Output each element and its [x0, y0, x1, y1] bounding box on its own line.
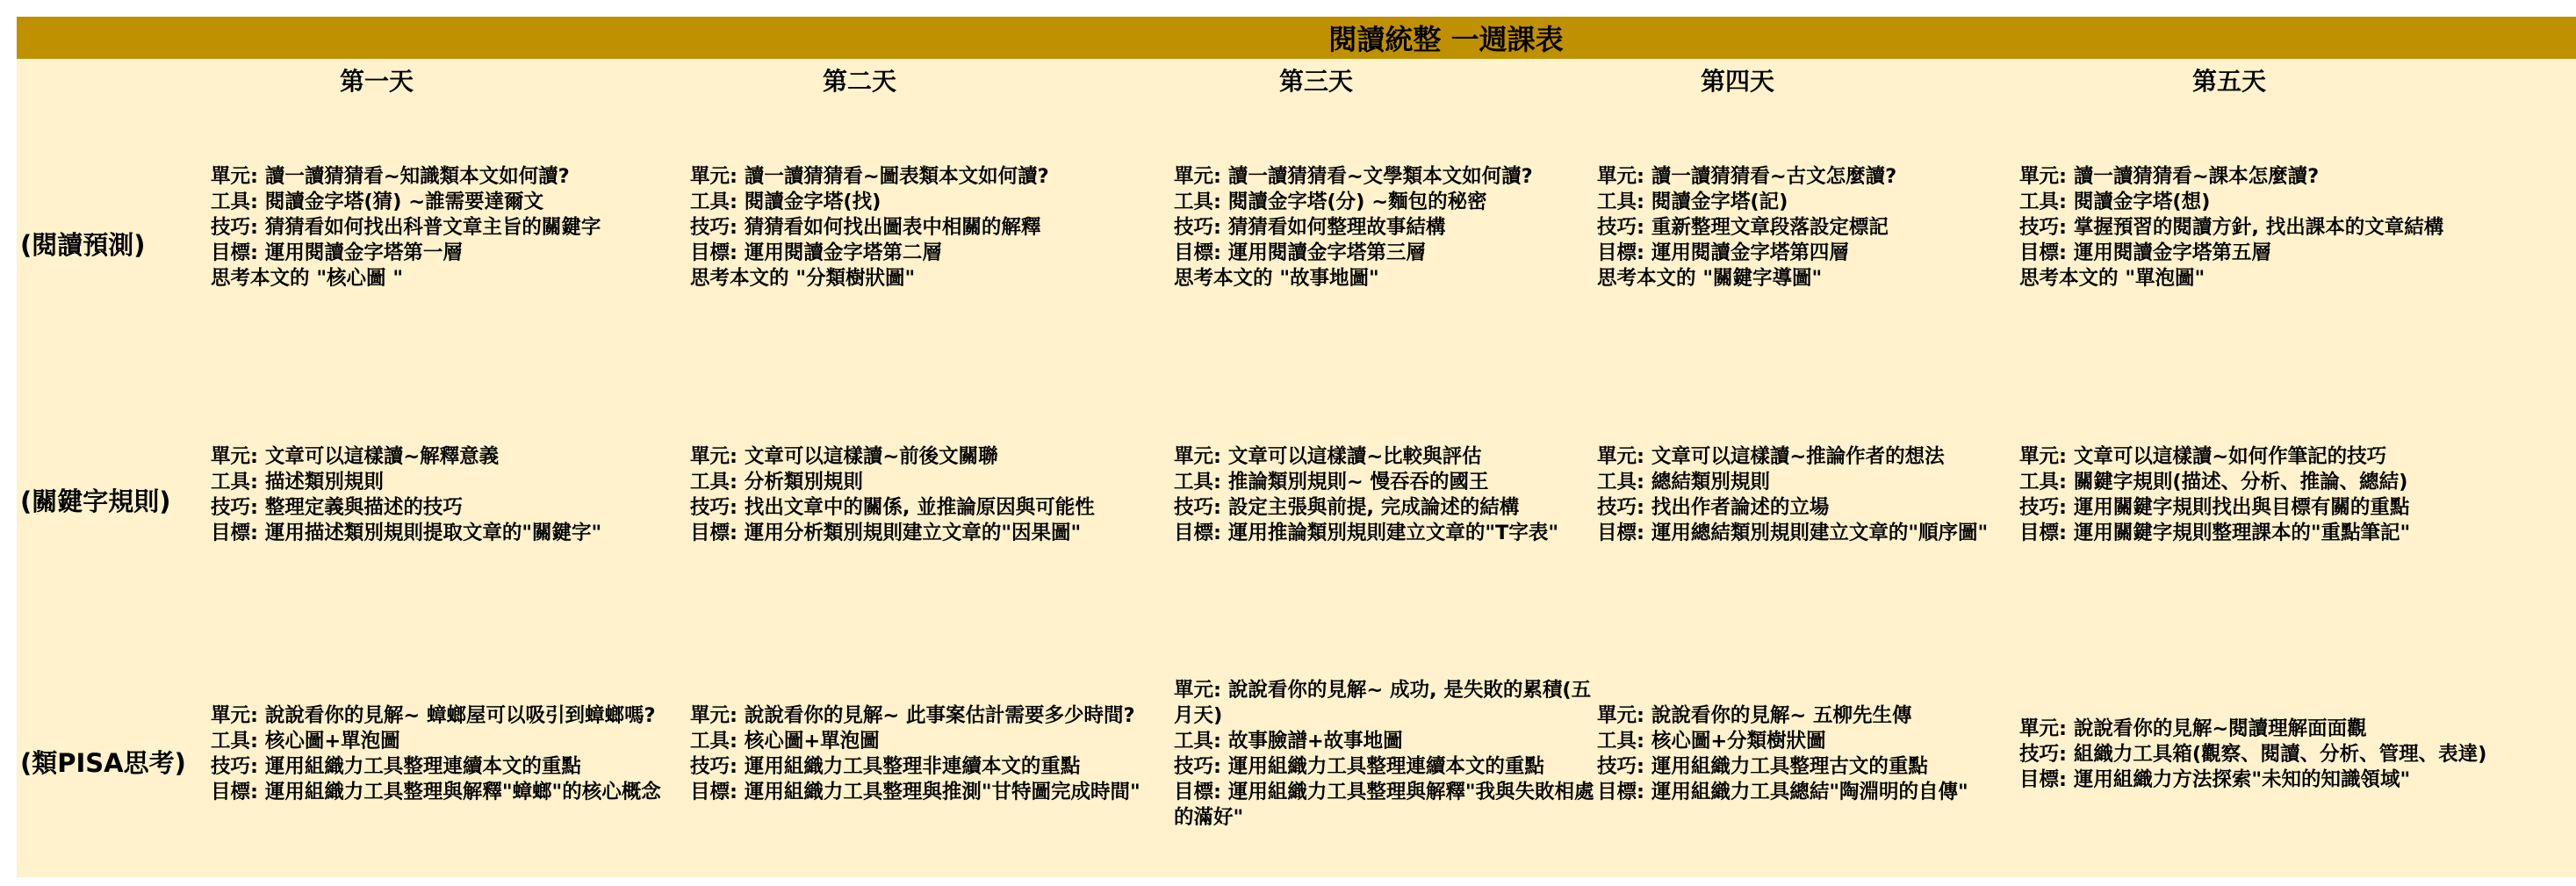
row-label-pisa-thinking: (類PISA思考): [20, 747, 186, 778]
cell-line: 目標: 運用總結類別規則建立文章的"順序圖": [1597, 522, 1989, 544]
row-label-prediction: (閱讀預測): [20, 229, 146, 260]
cell-line: 目標: 運用閱讀金字塔第三層: [1174, 241, 1426, 264]
cell-line: 技巧: 運用組織力工具整理古文的重點: [1597, 755, 1928, 778]
cell-line: 思考本文的 "關鍵字導圖": [1597, 266, 1823, 290]
cell-line: 目標: 運用閱讀金字塔第一層: [211, 241, 463, 264]
cell-line: 技巧: 掌握預習的閱讀方針, 找出課本的文章結構: [2019, 215, 2444, 239]
cell-line: 技巧: 運用組織力工具整理連續本文的重點: [211, 755, 581, 778]
cell-line: 工具: 總結類別規則: [1597, 471, 1770, 493]
cell-line: 目標: 運用分析類別規則建立文章的"因果圖": [690, 522, 1082, 544]
cell-prediction-day3: [1174, 157, 1595, 298]
cell-line: 單元: 說說看你的見解~閱讀理解面面觀: [2019, 717, 2367, 740]
cell-line: 工具: 核心圖+單泡圖: [690, 730, 880, 753]
cell-keyword-day1: [211, 429, 676, 561]
cell-line: 目標: 運用閱讀金字塔第四層: [1597, 241, 1849, 264]
cell-line: 目標: 運用組織力工具整理與解釋"蟑螂"的核心概念: [211, 781, 661, 803]
cell-line: 技巧: 猜猜看如何找出圖表中相關的解釋: [690, 215, 1041, 239]
day-header-5: 第五天: [2191, 67, 2266, 96]
cell-line: 單元: 文章可以這樣讀~解釋意義: [211, 445, 500, 468]
cell-line: 技巧: 找出文章中的關係, 並推論原因與可能性: [690, 496, 1095, 519]
cell-line: 目標: 運用閱讀金字塔第二層: [690, 241, 942, 264]
cell-line: 單元: 說說看你的見解~ 成功, 是失敗的累積(五月天): [1174, 679, 1592, 727]
cell-line: 思考本文的 "分類樹狀圖": [690, 266, 916, 290]
cell-line: 技巧: 猜猜看如何整理故事結構: [1174, 215, 1446, 239]
cell-line: 思考本文的 "單泡圖": [2019, 266, 2205, 290]
cell-line: 思考本文的 "故事地圖": [1174, 266, 1379, 290]
cell-line: 工具: 關鍵字規則(描述、分析、推論、總結): [2019, 471, 2408, 493]
cell-keyword-day4: [1597, 429, 2018, 561]
cell-pisa-day4: [1597, 666, 2018, 842]
cell-line: 技巧: 找出作者論述的立場: [1597, 496, 1830, 519]
cell-line: 工具: 閱讀金字塔(記): [1597, 190, 1788, 213]
cell-keyword-day3: [1174, 429, 1595, 561]
cell-line: 單元: 說說看你的見解~ 蟑螂屋可以吸引到蟑螂嗎?: [211, 704, 656, 727]
cell-line: 工具: 核心圖+單泡圖: [211, 730, 400, 753]
cell-prediction-day1: [211, 157, 676, 298]
title-bar: [17, 17, 2576, 59]
cell-line: 目標: 運用組織力方法探索"未知的知識領域": [2019, 767, 2411, 791]
cell-pisa-day1: [211, 666, 676, 842]
cell-line: 思考本文的 "核心圖 ": [211, 266, 404, 290]
day-header-2: 第二天: [822, 67, 896, 96]
cell-line: 工具: 閱讀金字塔(想): [2019, 190, 2211, 213]
cell-line: 工具: 分析類別規則: [690, 471, 863, 493]
cell-line: 技巧: 重新整理文章段落設定標記: [1597, 215, 1889, 239]
cell-line: 工具: 故事臉譜+故事地圖: [1174, 730, 1403, 753]
cell-line: 技巧: 猜猜看如何找出科普文章主旨的關鍵字: [211, 215, 601, 239]
cell-line: 目標: 運用關鍵字規則整理課本的"重點筆記": [2019, 522, 2411, 544]
cell-line: 單元: 說說看你的見解~ 五柳先生傳: [1597, 704, 1912, 727]
cell-line: 目標: 運用描述類別規則提取文章的"關鍵字": [211, 522, 602, 544]
cell-line: 技巧: 運用組織力工具整理連續本文的重點: [1174, 755, 1544, 778]
cell-keyword-day2: [690, 429, 1155, 561]
cell-line: 單元: 讀一讀猜猜看~古文怎麼讀?: [1597, 164, 1897, 188]
cell-line: 目標: 運用閱讀金字塔第五層: [2019, 241, 2271, 264]
schedule-sheet: [17, 17, 2576, 877]
cell-line: 技巧: 設定主張與前提, 完成論述的結構: [1174, 496, 1520, 519]
cell-keyword-day5: [2019, 429, 2572, 561]
cell-line: 工具: 閱讀金字塔(猜) ~誰需要達爾文: [211, 190, 544, 213]
day-header-4: 第四天: [1700, 67, 1774, 96]
cell-line: 單元: 讀一讀猜猜看~文學類本文如何讀?: [1174, 164, 1533, 188]
cell-pisa-day3: [1174, 666, 1595, 842]
cell-line: 單元: 文章可以這樣讀~如何作筆記的技巧: [2019, 445, 2387, 468]
cell-line: 技巧: 運用組織力工具整理非連續本文的重點: [690, 755, 1081, 778]
cell-line: 目標: 運用組織力工具整理與解釋"我與失敗相處的滿好": [1174, 781, 1594, 829]
cell-line: 工具: 核心圖+分類樹狀圖: [1597, 730, 1826, 753]
cell-line: 工具: 推論類別規則~ 慢吞吞的國王: [1174, 471, 1489, 493]
cell-line: 單元: 讀一讀猜猜看~圖表類本文如何讀?: [690, 164, 1049, 188]
cell-line: 單元: 文章可以這樣讀~推論作者的想法: [1597, 445, 1945, 468]
row-label-keyword-rules: (關鍵字規則): [20, 486, 171, 516]
cell-line: 單元: 說說看你的見解~ 此事案估計需要多少時間?: [690, 704, 1135, 727]
cell-line: 單元: 讀一讀猜猜看~課本怎麼讀?: [2019, 164, 2320, 188]
cell-prediction-day5: [2019, 157, 2572, 298]
cell-line: 目標: 運用組織力工具總結"陶淵明的自傳": [1597, 781, 1968, 803]
cell-line: 單元: 文章可以這樣讀~前後文關聯: [690, 445, 998, 468]
cell-line: 技巧: 組織力工具箱(觀察、閱讀、分析、管理、表達): [2019, 742, 2487, 766]
cell-line: 工具: 閱讀金字塔(找): [690, 190, 881, 213]
cell-prediction-day4: [1597, 157, 2018, 298]
cell-line: 單元: 文章可以這樣讀~比較與評估: [1174, 445, 1482, 468]
cell-line: 目標: 運用推論類別規則建立文章的"T字表": [1174, 522, 1559, 544]
cell-line: 目標: 運用組織力工具整理與推測"甘特圖完成時間": [690, 781, 1140, 803]
page-title: 閱讀統整 一週課表: [1328, 23, 1564, 56]
cell-line: 工具: 描述類別規則: [211, 471, 384, 493]
cell-line: 工具: 閱讀金字塔(分) ~麵包的秘密: [1174, 190, 1487, 213]
cell-pisa-day5: [2019, 666, 2572, 842]
cell-pisa-day2: [690, 666, 1155, 842]
cell-line: 單元: 讀一讀猜猜看~知識類本文如何讀?: [211, 164, 570, 188]
cell-line: 技巧: 整理定義與描述的技巧: [211, 496, 463, 519]
day-header-1: 第一天: [339, 67, 414, 96]
cell-line: 技巧: 運用關鍵字規則找出與目標有關的重點: [2019, 496, 2410, 519]
day-header-3: 第三天: [1278, 67, 1353, 96]
cell-prediction-day2: [690, 157, 1155, 298]
